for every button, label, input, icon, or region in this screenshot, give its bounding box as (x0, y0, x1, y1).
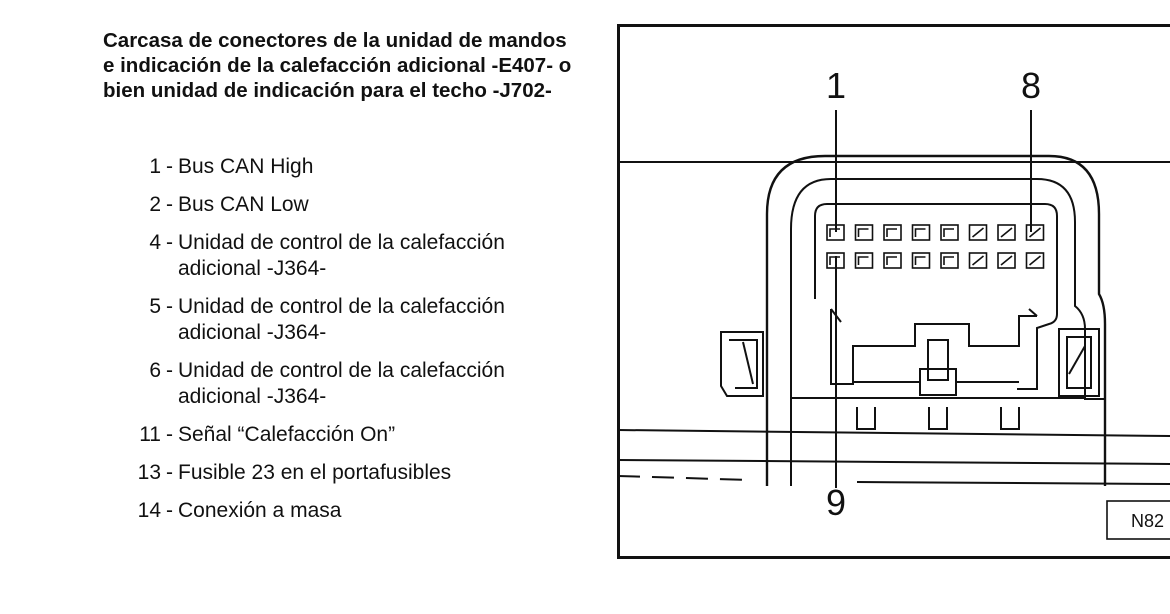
list-item (103, 498, 573, 524)
pin-number: 11 (139, 423, 161, 446)
pin-description: Bus CAN High (178, 155, 314, 178)
page-title: Carcasa de conectores de la unidad de mandos e indicación de la calefacción adicional -E407- o bien unidad de indicación para el techo -J702- (103, 29, 572, 102)
pin-description: Conexión a masa (178, 499, 342, 522)
list-item (103, 154, 573, 180)
inner-recess (831, 309, 1037, 384)
pin-number: 1 (149, 155, 161, 178)
right-latch (1059, 329, 1099, 396)
pin-contact (973, 228, 984, 237)
pin-separator: - (166, 423, 173, 446)
pin-description: Bus CAN Low (178, 193, 309, 216)
pin-number: 4 (149, 231, 161, 254)
pin-description: Fusible 23 en el portafusibles (178, 461, 452, 484)
pin-assignment-list (103, 154, 573, 536)
cavity-block (827, 204, 1057, 389)
locking-nose (928, 340, 948, 380)
pin-contact (1001, 228, 1012, 237)
connector-housing-figure (617, 24, 1170, 559)
pin-label-9: 9 (825, 482, 847, 523)
pin-label-8: 8 (1020, 65, 1042, 106)
connector-drawing (617, 24, 1170, 559)
list-item (103, 294, 573, 346)
pin-contact (887, 229, 897, 237)
pin-contact (859, 229, 869, 237)
pin-separator: - (166, 155, 173, 178)
locking-nose-base (920, 369, 956, 395)
pin-contact (916, 229, 926, 237)
list-item (103, 422, 573, 448)
list-item (103, 192, 573, 218)
pin-separator: - (166, 193, 173, 216)
pin-separator: - (166, 295, 173, 318)
pin-separator: - (166, 359, 173, 382)
pin-number: 5 (149, 295, 161, 318)
pin-contact (973, 256, 984, 265)
pin-number: 14 (137, 499, 161, 522)
pin-number: 2 (149, 193, 161, 216)
pin-contact (1030, 256, 1041, 265)
pin-description: Unidad de control de la calefacción adicional -J364- (178, 295, 505, 344)
list-item (103, 460, 573, 486)
pin-separator: - (166, 499, 173, 522)
pin-contact (1001, 256, 1012, 265)
pin-description: Unidad de control de la calefacción adicional -J364- (178, 231, 505, 280)
pin-contact (944, 257, 954, 265)
pin-separator: - (166, 231, 173, 254)
pin-label-1: 1 (825, 65, 847, 106)
pin-description: Unidad de control de la calefacción adicional -J364- (178, 359, 505, 408)
pin-separator: - (166, 461, 173, 484)
pin-contact (916, 257, 926, 265)
pin-number: 6 (149, 359, 161, 382)
pin-description: Señal “Calefacción On” (178, 423, 396, 446)
pin-contact (887, 257, 897, 265)
figure-id: N82 (1131, 511, 1165, 531)
base-line (618, 430, 1170, 436)
list-item (103, 230, 573, 282)
pin-contact (859, 257, 869, 265)
list-item (103, 358, 573, 410)
pin-contact (944, 229, 954, 237)
pin-number: 13 (137, 461, 161, 484)
